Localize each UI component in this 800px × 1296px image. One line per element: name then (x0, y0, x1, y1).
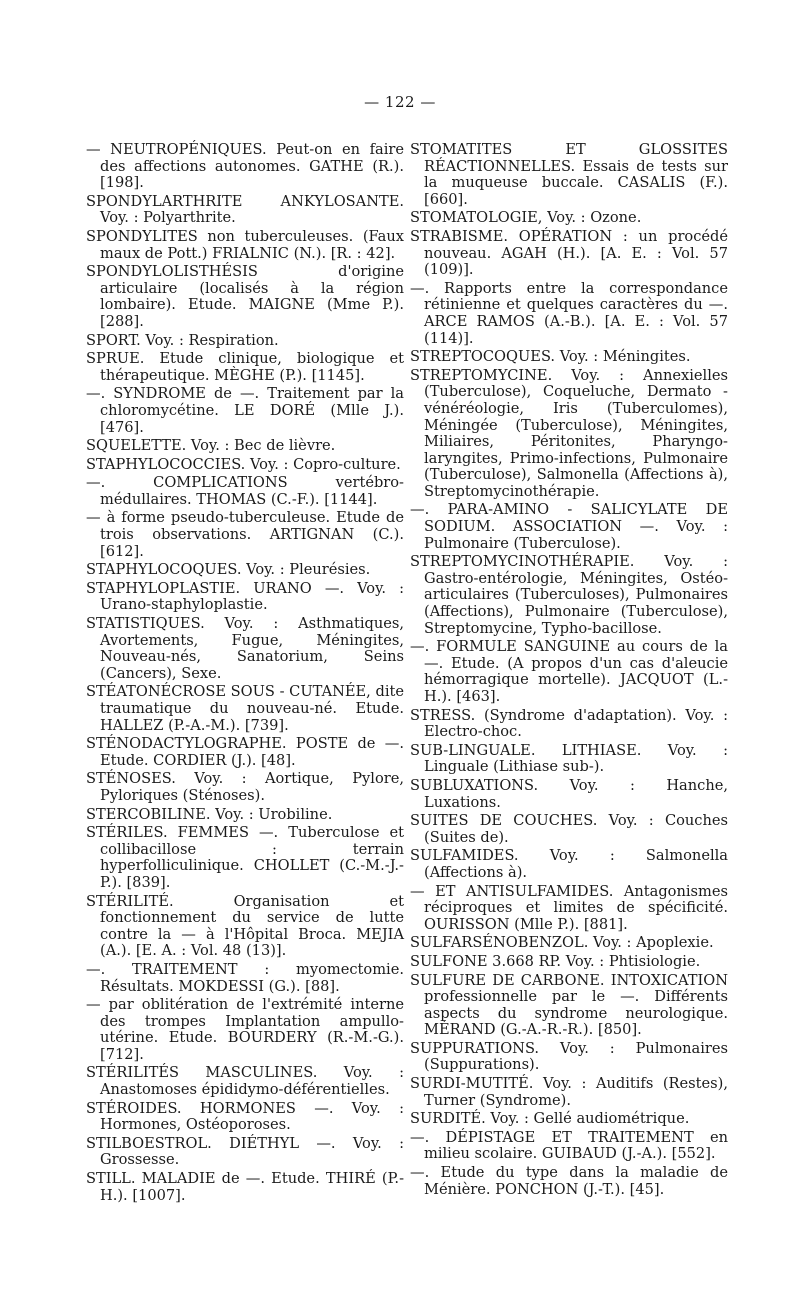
index-entry (410, 708, 728, 741)
entry-text: Voy. : Annexielles (Tuberculose), Coqueluche, Dermato - vénéréologie, Iris (Tuberculomes), Méningée (Tuberculose), Méningites, Miliaires, Péritonites, Pharyngo-laryngites, Primo-infections, Pulmonaire (Tuberculose), Salmonella (Affections à), Streptomycinothérapie. (424, 366, 728, 500)
entry-text: ANTISULFAMIDES. Antagonismes réciproques et limites de spécificité. OURISSON (Mlle P.). [881]. (424, 882, 728, 933)
index-entry (86, 386, 404, 436)
entry-heading: STREPTOMYCINE. (410, 366, 553, 384)
entry-heading: SPONDYLITES (86, 227, 198, 245)
entry-heading: SPORT. (86, 331, 141, 349)
entry-heading: STREPTOCOQUES. (410, 348, 556, 366)
entry-heading: —. Etude (410, 1164, 485, 1182)
index-entry (410, 639, 728, 705)
index-entry (86, 616, 404, 682)
entry-heading: STÉRILES. (86, 824, 168, 842)
entry-heading: —. DÉPISTAGE (410, 1128, 536, 1146)
entry-heading: STERCOBILINE. (86, 805, 211, 823)
entry-text: oblitération de l'extrémité interne des trompes Implantation ampullo-utérine. Etude. BOURDERY (R.-M.-G.). [712]. (100, 996, 404, 1063)
index-entry (86, 1171, 404, 1204)
entry-heading: STÉRILITÉ. (86, 892, 174, 910)
entry-text: Voy. : Aortique, Pylore, Pyloriques (Sténoses). (100, 770, 404, 804)
entry-heading: STILBOESTROL. (86, 1134, 212, 1152)
right-column (410, 142, 728, 1200)
index-entry (410, 229, 728, 279)
index-entry (410, 743, 728, 776)
entry-heading: STOMATITES (410, 141, 513, 158)
entry-text: Voy. : Apoplexie. (588, 934, 714, 952)
entry-text: Voy. : Asthmatiques, Avortements, Fugue, Méningites, Nouveau-nés, Sanatorium, Seins (Cancers), Sexe. (100, 615, 404, 682)
index-entry (86, 736, 404, 769)
entry-text: Voy. : Hanche, Luxations. (424, 776, 728, 811)
entry-text: LITHIASE. Voy. : Linguale (Lithiase sub-). (424, 741, 728, 776)
entry-heading: —. PARA-AMINO (410, 501, 550, 519)
index-entry (86, 333, 404, 350)
index-entry (86, 807, 404, 824)
index-entry (86, 684, 404, 734)
entry-heading: STREPTOMYCINOTHÉRAPIE. (410, 553, 635, 571)
index-entry (86, 457, 404, 474)
entry-text: Voy. : Auditifs (Restes), Turner (Syndrome). (424, 1075, 728, 1109)
entry-text: Voy. : Pleurésies. (241, 561, 371, 579)
entry-text: 3.668 RP. Voy. : Phtisiologie. (487, 952, 701, 970)
index-entry (410, 502, 728, 552)
index-entry (86, 438, 404, 455)
entry-text: d'origine articulaire (localisés à la région lombaire). Etude. MAIGNE (Mme P.). [288]. (100, 263, 404, 330)
entry-text: vertébro-médullaires. THOMAS (C.-F.). [1144]. (100, 474, 404, 508)
entry-text: HORMONES —. Voy. : Hormones, Ostéoporoses. (100, 1099, 404, 1134)
index-entry (86, 229, 404, 262)
index-entry (86, 1136, 404, 1169)
index-entry (86, 264, 404, 330)
index-entry (410, 368, 728, 501)
index-entry (410, 848, 728, 881)
entry-heading: STOMATOLOGIE, (410, 209, 543, 227)
entry-text: Voy. : Gastro-entérologie, Méningites, Ostéo-articulaires (Tuberculoses), Pulmonaires (Affections), Pulmonaire (Tuberculose), Streptomycine, Typho-bacillose. (424, 553, 728, 637)
entry-heading: SUB-LINGUALE. (410, 741, 536, 759)
entry-text: ET GLOSSITES RÉACTIONNELLES. Essais de tests sur la muqueuse buccale. CASALIS (F.). [660]. (424, 141, 728, 208)
index-entry (86, 510, 404, 560)
entry-heading: STRESS. (410, 706, 476, 724)
index-entry (410, 884, 728, 934)
entry-text: URANO —. Voy. : Urano-staphyloplastie. (100, 579, 404, 614)
entry-text: POSTE de —. Etude. CORDIER (J.). [48]. (100, 735, 404, 769)
entry-heading: STÉNODACTYLOGRAPHE. (86, 735, 287, 753)
entry-text: ANKYLOSANTE. Voy. : Polyarthrite. (100, 192, 404, 227)
entry-text: MALADIE de —. Etude. THIRÉ (P.-H.). [1007]. (100, 1170, 404, 1204)
index-entry (410, 813, 728, 846)
entry-text: Voy. : Respiration. (140, 331, 279, 349)
entry-text: FEMMES —. Tuberculose et collibacillose : terrain hyperfolliculinique. CHOLLET (C.-M.-J.-P.). [839]. (100, 824, 404, 891)
index-entry (410, 778, 728, 811)
entry-text: Voy. : Urobiline. (210, 805, 333, 823)
entry-text: INTOXICATION professionnelle par le —. Différents aspects du syndrome neurologique. MÉRAND (G.-A.-R.-R.). [850]. (424, 971, 728, 1039)
index-entry (410, 349, 728, 366)
entry-heading: SPONDYLOLISTHÉSIS (86, 263, 258, 281)
entry-text: Voy. : Méningites. (555, 348, 691, 366)
entry-text: Voy. : Pulmonaires (Suppurations). (424, 1039, 728, 1074)
entry-text: Etude clinique, biologique et thérapeutique. MÈGHE (P.). [1145]. (100, 350, 404, 384)
index-entry (86, 771, 404, 804)
entry-text: DIÉTHYL —. Voy. : Grossesse. (100, 1134, 404, 1169)
page-number: — 122 — (364, 93, 436, 111)
entry-text: Voy. : Bec de lièvre. (186, 437, 336, 455)
entry-text: SANGUINE au cours de la —. Etude. (A propos d'un cas d'aleucie hémorragique mortelle). JACQUOT (L.-H.). [463]. (424, 638, 728, 705)
entry-heading: — à forme (86, 509, 165, 527)
entry-heading: STÉROIDES. (86, 1099, 182, 1117)
index-entry (410, 973, 728, 1039)
index-entry (86, 142, 404, 192)
entry-text: Organisation et fonctionnement du service de lutte contre la — à l'Hôpital Broca. MEJIA (A.). [E. A. : Vol. 48 (13)]. (100, 892, 404, 960)
index-entry (410, 1111, 728, 1128)
entry-heading: STRABISME. (410, 227, 508, 245)
index-entry (86, 581, 404, 614)
entry-heading: STÉNOSES. (86, 770, 176, 788)
index-entry (410, 210, 728, 227)
entry-text: DE COUCHES. Voy. : Couches (Suites de). (424, 812, 728, 846)
index-entry (86, 997, 404, 1063)
index-entry (86, 351, 404, 384)
entry-heading: STILL. (86, 1170, 136, 1188)
index-entry (410, 1165, 728, 1198)
entry-text: ET TRAITEMENT en milieu scolaire. GUIBAUD (J.-A.). [552]. (424, 1128, 728, 1163)
index-entry (86, 194, 404, 227)
entry-text: Voy. : Copro-culture. (245, 455, 401, 473)
entry-text: Peut-on en faire des affections autonomes. GATHE (R.). [198]. (100, 141, 405, 192)
index-entry (410, 1041, 728, 1074)
entry-text: Voy. : Salmonella (Affections à). (424, 847, 728, 881)
entry-heading: —. FORMULE (410, 638, 517, 656)
entry-text: non tuberculeuses. (Faux maux de Pott.) FRIALNIC (N.). [R. : 42]. (100, 227, 404, 262)
entry-heading: —. SYNDROME (86, 385, 206, 403)
index-entry (410, 142, 728, 208)
entry-heading: —. TRAITEMENT (86, 960, 238, 978)
entry-text: (Syndrome d'adaptation). Voy. : Electro-choc. (424, 706, 728, 741)
entry-heading: — par (86, 996, 134, 1014)
index-entry (410, 554, 728, 637)
entry-text: pseudo-tuberculeuse. Etude de trois observations. ARTIGNAN (C.). [612]. (100, 509, 404, 560)
entry-heading: SURDITÉ. (410, 1110, 486, 1128)
entry-heading: — NEUTROPÉNIQUES. (86, 141, 267, 158)
entry-text: de —. Traitement par la chloromycétine. LE DORÉ (Mlle J.). [476]. (100, 385, 404, 436)
entry-heading: — ET (410, 882, 456, 900)
entry-heading: SUPPURATIONS. (410, 1039, 540, 1057)
entry-heading: STAPHYLOPLASTIE. (86, 579, 241, 597)
entry-heading: SULFARSÉNOBENZOL. (410, 934, 589, 952)
index-entry (410, 1076, 728, 1109)
index-entry (86, 1101, 404, 1134)
entry-heading: SULFAMIDES. (410, 847, 519, 865)
entry-heading: —. COMPLICATIONS (86, 474, 288, 492)
left-column (86, 142, 404, 1206)
entry-heading: SUITES (410, 812, 469, 830)
index-entry (86, 562, 404, 579)
entry-heading: SPONDYLARTHRITE (86, 192, 243, 210)
entry-heading: SURDI-MUTITÉ. (410, 1075, 534, 1093)
entry-text: entre la correspondance rétinienne et quelques caractères du —. ARCE RAMOS (A.-B.). [A. E. : Vol. 57 (114)]. (424, 279, 728, 347)
index-entry (86, 962, 404, 995)
index-entry (410, 935, 728, 952)
entry-heading: STÉATONÉCROSE (86, 683, 227, 701)
entry-heading: STATISTIQUES. (86, 615, 205, 633)
entry-text: MASCULINES. Voy. : Anastomoses épididymo-déférentielles. (100, 1064, 404, 1099)
entry-heading: SULFURE DE CARBONE. (410, 971, 605, 989)
entry-text: Voy. : Gellé audiométrique. (485, 1110, 690, 1128)
index-entry (86, 894, 404, 960)
index-entry (410, 1130, 728, 1163)
entry-text: SOUS - CUTANÉE, dite traumatique du nouveau-né. Etude. HALLEZ (P.-A.-M.). [739]. (100, 683, 404, 734)
entry-heading: SUBLUXATIONS. (410, 776, 539, 794)
index-entry (410, 954, 728, 971)
entry-text: - SALICYLATE DE SODIUM. ASSOCIATION —. Voy. : Pulmonaire (Tuberculose). (424, 501, 728, 552)
index-entry (86, 475, 404, 508)
entry-text: : myomectomie. Résultats. MOKDESSI (G.). [88]. (100, 960, 404, 995)
entry-heading: SULFONE (410, 952, 488, 970)
index-entry (86, 825, 404, 891)
entry-text: Voy. : Ozone. (542, 209, 642, 227)
entry-text: OPÉRATION : un procédé nouveau. AGAH (H.). [A. E. : Vol. 57 (109)]. (424, 227, 728, 279)
index-entry (410, 281, 728, 347)
entry-heading: —. Rapports (410, 279, 512, 297)
entry-text: du type dans la maladie de Ménière. PONCHON (J.-T.). [45]. (424, 1164, 728, 1198)
entry-heading: SPRUE. (86, 350, 145, 368)
entry-heading: STAPHYLOCOQUES. (86, 561, 242, 579)
entry-heading: SQUELETTE. (86, 437, 187, 455)
entry-heading: STÉRILITÉS (86, 1064, 179, 1082)
entry-heading: STAPHYLOCOCCIES. (86, 455, 246, 473)
index-entry (86, 1065, 404, 1098)
